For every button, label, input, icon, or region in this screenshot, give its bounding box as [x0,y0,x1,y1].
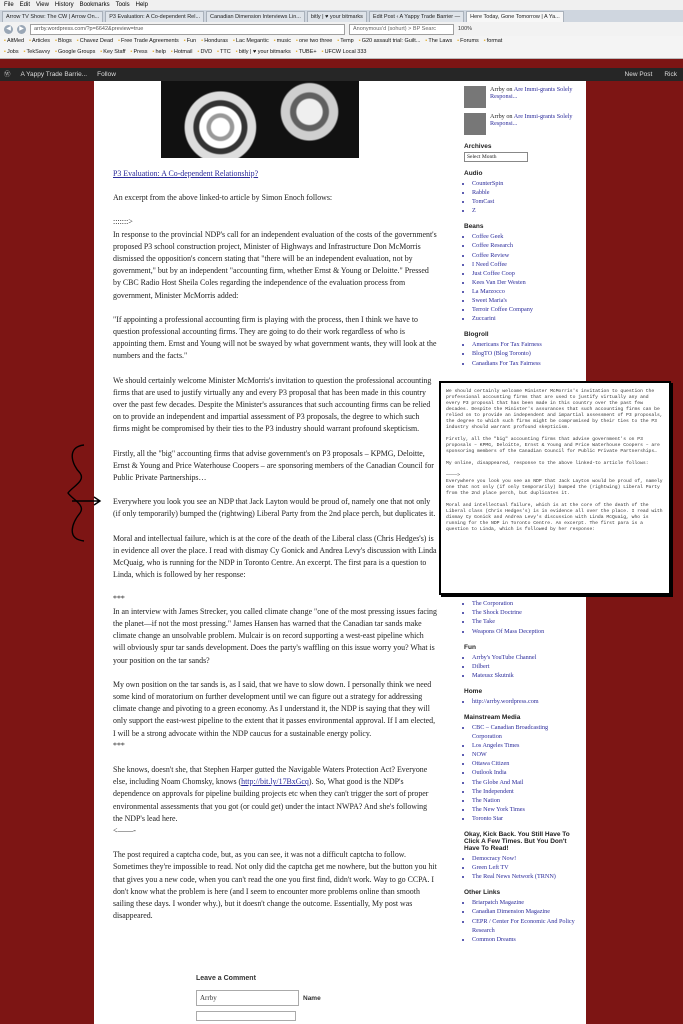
comment-on: on [506,113,513,120]
comment-form [196,975,396,1021]
list-item[interactable]: • The Independent [472,787,579,796]
name-label: Name [303,994,321,1002]
tab-bitly[interactable]: bitly | ♥ your bitmarks [307,11,367,22]
list-item[interactable]: • Los Angeles Times [472,741,579,750]
bookmark-item[interactable]: ▪ Google Groups [55,47,95,58]
user-menu[interactable]: Rick [664,71,677,78]
recent-comment [464,113,579,135]
overlay-marker: ————> [446,473,461,478]
bookmark-item[interactable]: ▪ G20 assault trial: Guilt... [359,36,421,47]
okay-list [464,854,579,881]
home-heading: Home [464,687,483,695]
list-item[interactable]: • Mateusz Skutnik [472,671,579,680]
list-item[interactable]: • The New York Times [472,805,579,814]
list-item[interactable]: • Canadians For Tax Fairness [472,359,579,368]
list-item[interactable]: • Coffee Review [472,251,579,260]
bookmark-item[interactable]: ▪ Chavez Dead [77,36,113,47]
home-list [464,697,579,706]
list-item[interactable]: • Weapons Of Mass Deception [472,627,579,636]
bookmark-item[interactable]: ▪ help [153,47,166,58]
bookmark-item[interactable]: ▪ TUBE+ [296,47,317,58]
list-item[interactable]: • Just Coffee Coop [472,269,579,278]
post-paragraph: Moral and intellectual failure, which is at the core of the death of the Liberal class (Chris Hedges's) is in evidence all over the place. I read with dismay Cy Gonick and Andrea Levy's discussion with Linda McQuaig, who is running for the NDP in Toronto Centre. An excerpt. The first para is a question to Linda, which is followed by her response: [113,533,437,580]
post-paragraph: We should certainly welcome Minister McMorris's invitation to question the professional accounting firms that are used to justify virtually any and every P3 proposal that has been made in this country over the past few decades. Despite the Minister's assurances that such accounting firms can be relied on to provide an independent and impartial assessment of P3 proposals, the degree to which such firms might be compromised by their ties to the P3 industry should warrant profound skepticism. [113,375,432,434]
bookmark-item[interactable]: ▪ Blogs [55,36,72,47]
overlay-paragraph: We should certainly welcome Minister McMorris's invitation to question the professional accounting firms that are used to justify virtually any and every P3 proposal that has been made in this country over the past few decades. Despite the Minister's assurances that such accounting firms can be relied on to provide an independent and impartial assessment of P3 proposals, the degree to which such firms might be compromised by their ties to the P3 industry should warrant profound skepticism. [446,389,663,430]
audio-list [464,179,579,215]
avatar[interactable] [464,113,486,135]
fun-heading: Fun [464,643,476,651]
list-item[interactable]: • The Shock Doctrine [472,608,579,617]
zoomed-text-overlay [439,381,671,595]
list-item[interactable]: • BlogTO (Blog Toronto) [472,349,579,358]
bookmark-item[interactable]: ▪ Honduras [201,36,228,47]
list-item[interactable]: • La Marzocco [472,287,579,296]
post-paragraph: My own position on the tar sands is, as I said, that we have to slow down. I personally think we need some kind of moratorium on further development until we can figure out a strategy for addressing climate change and pivoting to a green economy. As I understand it, the NDP is saying that they will only support the east-west pipeline to the extent that it passes environmental approval. If I am elected, I will be a strong advocate within the NDP caucus for a sustainable energy policy. [113,679,436,738]
tab-bar [0,10,683,22]
list-item[interactable]: • The Nation [472,796,579,805]
list-item[interactable]: • Canadian Dimension Magazine [472,907,579,916]
other-links-list [464,898,579,943]
bookmark-item[interactable]: ▪ Articles [29,36,50,47]
list-item[interactable]: • The Globe And Mail [472,778,579,787]
zoom-level[interactable]: 100% [458,26,473,32]
bookmark-item[interactable]: ▪ one two three [296,36,332,47]
comment-author[interactable]: Arrby [490,113,505,120]
list-item[interactable]: • The Real News Network (TRNN) [472,872,579,881]
avatar[interactable] [464,86,486,108]
bookmark-item[interactable]: ▪ TekSavvy [24,47,51,58]
bookmark-item[interactable]: ▪ UFCW Local 333 [322,47,367,58]
comment-post-link[interactable]: Are Immi-grants Solely Responsi... [490,113,573,127]
menu-history[interactable]: History [54,2,74,8]
new-post-link[interactable]: New Post [624,71,653,78]
post-paragraph: The post required a captcha code, but, as you can see, it was not a difficult captcha to follow. Sometimes they're impossible to read. Not only did the captcha get me nowhere, but the button you hit that gives you a new code, when you can't read the one you first find, didn't work. Way to go CCPA. I don't know what the problem is here (and I seem to encounter more problems online than smooth sailing these days. I wonder why.), but it doesn't change the outcome. Essentially, My post was disappeared. [113,850,437,921]
comment-heading: Leave a Comment [196,975,256,982]
bookmark-item[interactable]: ▪ format [484,36,503,47]
list-item[interactable]: • Americans For Tax Fairness [472,340,579,349]
post-paragraph: In an interview with James Strecker, you called climate change "one of the most pressing issues facing the planet—if not the most pressing." James Hansen has warned that the Canadian tar sands make climate change an unsolvable problem. Mulcair is on record supporting a west-east pipeline which will obviously spur tar sands development. Does the party's waffling on this issue worry you? What is your position on the tar sands? [113,606,437,665]
tab-canadian-dimension[interactable]: Canadian Dimension Interviews Lin... [206,11,305,22]
list-item[interactable]: • Coffee Geek [472,232,579,241]
list-item[interactable]: • CEPR / Center For Economic And Policy Research [472,917,579,935]
search-input[interactable]: Anonymous'd (sohurt) > BP Searc [349,24,454,35]
list-item[interactable]: • CBC – Canadian Broadcasting Corporation [472,723,579,741]
bookmark-item[interactable]: ▪ Forums [457,36,479,47]
list-item[interactable]: • Terroir Coffee Company [472,305,579,314]
p3-article-link[interactable]: P3 Evaluation: A Co-dependent Relationship? [113,169,259,178]
menu-bar [0,0,683,10]
list-item[interactable]: • Arrby's YouTube Channel [472,653,579,662]
menu-tools[interactable]: Tools [115,2,130,8]
list-item[interactable]: • Sweet Maria's [472,296,579,305]
post-paragraph [113,764,437,825]
bookmark-item[interactable]: ▪ The Laws [425,36,452,47]
bookmark-item[interactable]: ▪ Key Staff [100,47,125,58]
other-links-heading: Other Links [464,889,501,897]
recent-comment [464,86,579,108]
list-item[interactable]: • Coffee Research [472,241,579,250]
overlay-paragraph: Moral and intellectual failure, which is at the core of the death of the Liberal class (Chris Hedges's) is in evidence all over the place. I read with dismay Cy Gonick and Andrea Levy's discussion with Linda McQuaig, who is running for the NDP in Toronto Centre. An excerpt. The first para is a question to Linda, which is followed by her response: [446,503,663,532]
audio-heading: Audio [464,170,483,177]
list-item[interactable]: • Z [472,206,579,215]
menu-view[interactable]: View [36,2,49,8]
media-list [464,723,579,823]
bookmark-item[interactable]: ▪ Lac Megantic [233,36,269,47]
list-item[interactable]: • Ottawa Citizen [472,759,579,768]
list-item[interactable]: • http://arrby.wordpress.com [472,697,579,706]
list-item[interactable]: • Dilbert [472,662,579,671]
end-marker: <——- [113,825,136,835]
post-content [113,168,437,934]
email-field[interactable] [196,1011,296,1021]
bookmark-item[interactable]: ▪ Hotmail [171,47,193,58]
bookmark-item[interactable]: ▪ bitly | ♥ your bitmarks [236,47,291,58]
list-item[interactable]: • Toronto Star [472,814,579,823]
forward-icon[interactable]: ▶ [17,25,26,34]
post-paragraph: In response to the provincial NDP's call for an independent evaluation of the costs of the government's proposed P3 school construction project, Minister of Highways and Infrastructure Don McMorris dismissed the opposition's concern stating that "there will be an independent evaluation, not by government," but by an independent "accounting firm, whether Ernst & Young or Deloitte." Pressed by CBC Radio Host Sheila Coles regarding the independence of the evaluation process from government, Minister McMorris added: [113,229,437,300]
overlay-paragraph: My online, disappeared, response to the above linked-to article follows: [446,461,649,466]
post-paragraph: Firstly, all the "big" accounting firms that advise government's on P3 proposals – KPMG, Deloitte, Ernst & Young and Price Waterhouse Coopers – are sponsoring members of the Canadian Council for Public Private Partnerships… [113,448,434,483]
menu-help[interactable]: Help [135,2,148,8]
bookmark-item[interactable]: ▪ music [274,36,291,47]
list-item[interactable]: • CounterSpin [472,179,579,188]
bookmark-item[interactable]: ▪ Jobs [4,47,19,58]
post-paragraph: "If appointing a professional accounting firm is playing with the process, then I think we have to question professional accounting firms. They are going to do their work regardless of who is appointing them. Ernst and Young will not be swayed by what government wants, they will look at the numbers and the facts." [113,314,437,361]
back-icon[interactable]: ◀ [4,25,13,34]
tab-p3[interactable]: P3 Evaluation: A Co-dependent Rel... [105,11,204,22]
list-item[interactable]: • NOW [472,750,579,759]
blogroll-heading: Blogroll [464,331,489,339]
overlay-paragraph: Firstly, all the "big" accounting firms that advise government's on P3 proposals – KPMG, Deloitte, Ernst & Young and Price Waterhouse Coopers – are sponsoring members of the Canadian Council for Public Private Partnerships… [446,437,660,454]
navigation-toolbar [0,22,683,36]
list-item[interactable]: • I Need Coffee [472,260,579,269]
list-item[interactable]: • The Take [472,617,579,626]
separator-stars: *** [113,740,125,750]
post-text: She knows, doesn't she, that Stephen Harper gutted the Navigable Waters Protection Act? Everyone else, including Noam Chomsky, knows ( [113,764,428,787]
comment-author[interactable]: Arrby [490,86,505,93]
beans-list [464,232,579,323]
url-bar[interactable]: arrby.wordpress.com/?p=6642&preview=true [30,24,345,35]
wordpress-logo-icon[interactable]: Ⓦ [4,71,11,78]
list-item[interactable]: • TomCast [472,197,579,206]
excerpt-intro: An excerpt from the above linked-to article by Simon Enoch follows: [113,193,333,203]
separator-stars: *** [113,594,125,604]
comment-post-link[interactable]: Are Immi-grants Solely Responsi... [490,86,573,100]
tab-arrow[interactable]: Arrow TV Show: The CW | Arrow On... [2,11,103,22]
bookmark-item[interactable]: ▪ Fun [184,36,196,47]
tab-edit-post[interactable]: Edit Post ‹ A Yappy Trade Barrier — [369,11,464,22]
menu-file[interactable]: File [4,2,14,8]
blogroll-list [464,340,579,367]
list-item[interactable]: • The Corporation [472,599,579,608]
site-name-link[interactable]: A Yappy Trade Barrie... [20,71,88,78]
list-item[interactable]: • Green Left TV [472,863,579,872]
bookmark-item[interactable]: ▪ DVD [198,47,213,58]
menu-edit[interactable]: Edit [19,2,31,8]
bookmark-item[interactable]: ▪ AltMed [4,36,24,47]
fun-list [464,653,579,680]
menu-bookmarks[interactable]: Bookmarks [79,2,110,8]
post-text: ). So, What good is the NDP's dependence on approvals for pipeline building projects etc when they can't trigger the sort of proper environmental assessments that you got (or could get) under the intact NWPA? And she's following the NDP's lead here. [113,777,429,823]
list-item[interactable]: • Rabble [472,188,579,197]
bookmarks-bar-2 [0,47,683,59]
archives-select[interactable]: Select Month [464,152,528,162]
list-item[interactable]: • Zuccarini [472,314,579,323]
bookmark-item[interactable]: ▪ Temp [337,36,353,47]
name-input[interactable]: Arrby [196,990,299,1006]
brace-annotation [62,443,107,543]
bookmarks-bar [0,36,683,47]
tab-here-today[interactable]: Here Today, Gone Tomorrow | A Ya... [466,11,564,22]
follow-link[interactable]: Follow [97,71,116,78]
overlay-paragraph: Everywhere you look you see an NDP that Jack Layton would be proud of, namely one that not only (if only temporarily) bumped the (rightwing) Liberal Party from the 2nd place perch, but duplicates it. [446,479,663,496]
list-item[interactable]: • Kees Van Der Westen [472,278,579,287]
media-heading: Mainstream Media [464,714,521,721]
list-item[interactable]: • Common Dreams [472,935,579,944]
beans-heading: Beans [464,223,484,231]
bookmark-item[interactable]: ▪ TTC [217,47,231,58]
okay-heading: Okay, Kick Back. You Still Have To Click A Few Times. But You Don't Have To Read! [464,831,570,853]
archives-heading: Archives [464,143,492,150]
comment-on: on [506,86,513,93]
wordpress-admin-bar [0,68,683,81]
fractal-image [161,81,359,158]
browser-chrome [0,0,683,59]
bookmark-item[interactable]: ▪ Free Trade Agreements [118,36,179,47]
post-paragraph: Everywhere you look you see an NDP that Jack Layton would be proud of, namely one that not only (if only temporarily) bumped the (rightwing) Liberal Party from the 2nd place perch, but duplicates it. [113,497,436,519]
list-item[interactable]: • Briarpatch Magazine [472,898,579,907]
list-item[interactable]: • Democracy Now! [472,854,579,863]
excerpt-marker: :::::::> [113,217,133,227]
bookmark-item[interactable]: ▪ Press [131,47,148,58]
bitly-link[interactable]: http://bit.ly/17BxGcq [241,777,309,787]
list-item[interactable]: • Outlook India [472,768,579,777]
